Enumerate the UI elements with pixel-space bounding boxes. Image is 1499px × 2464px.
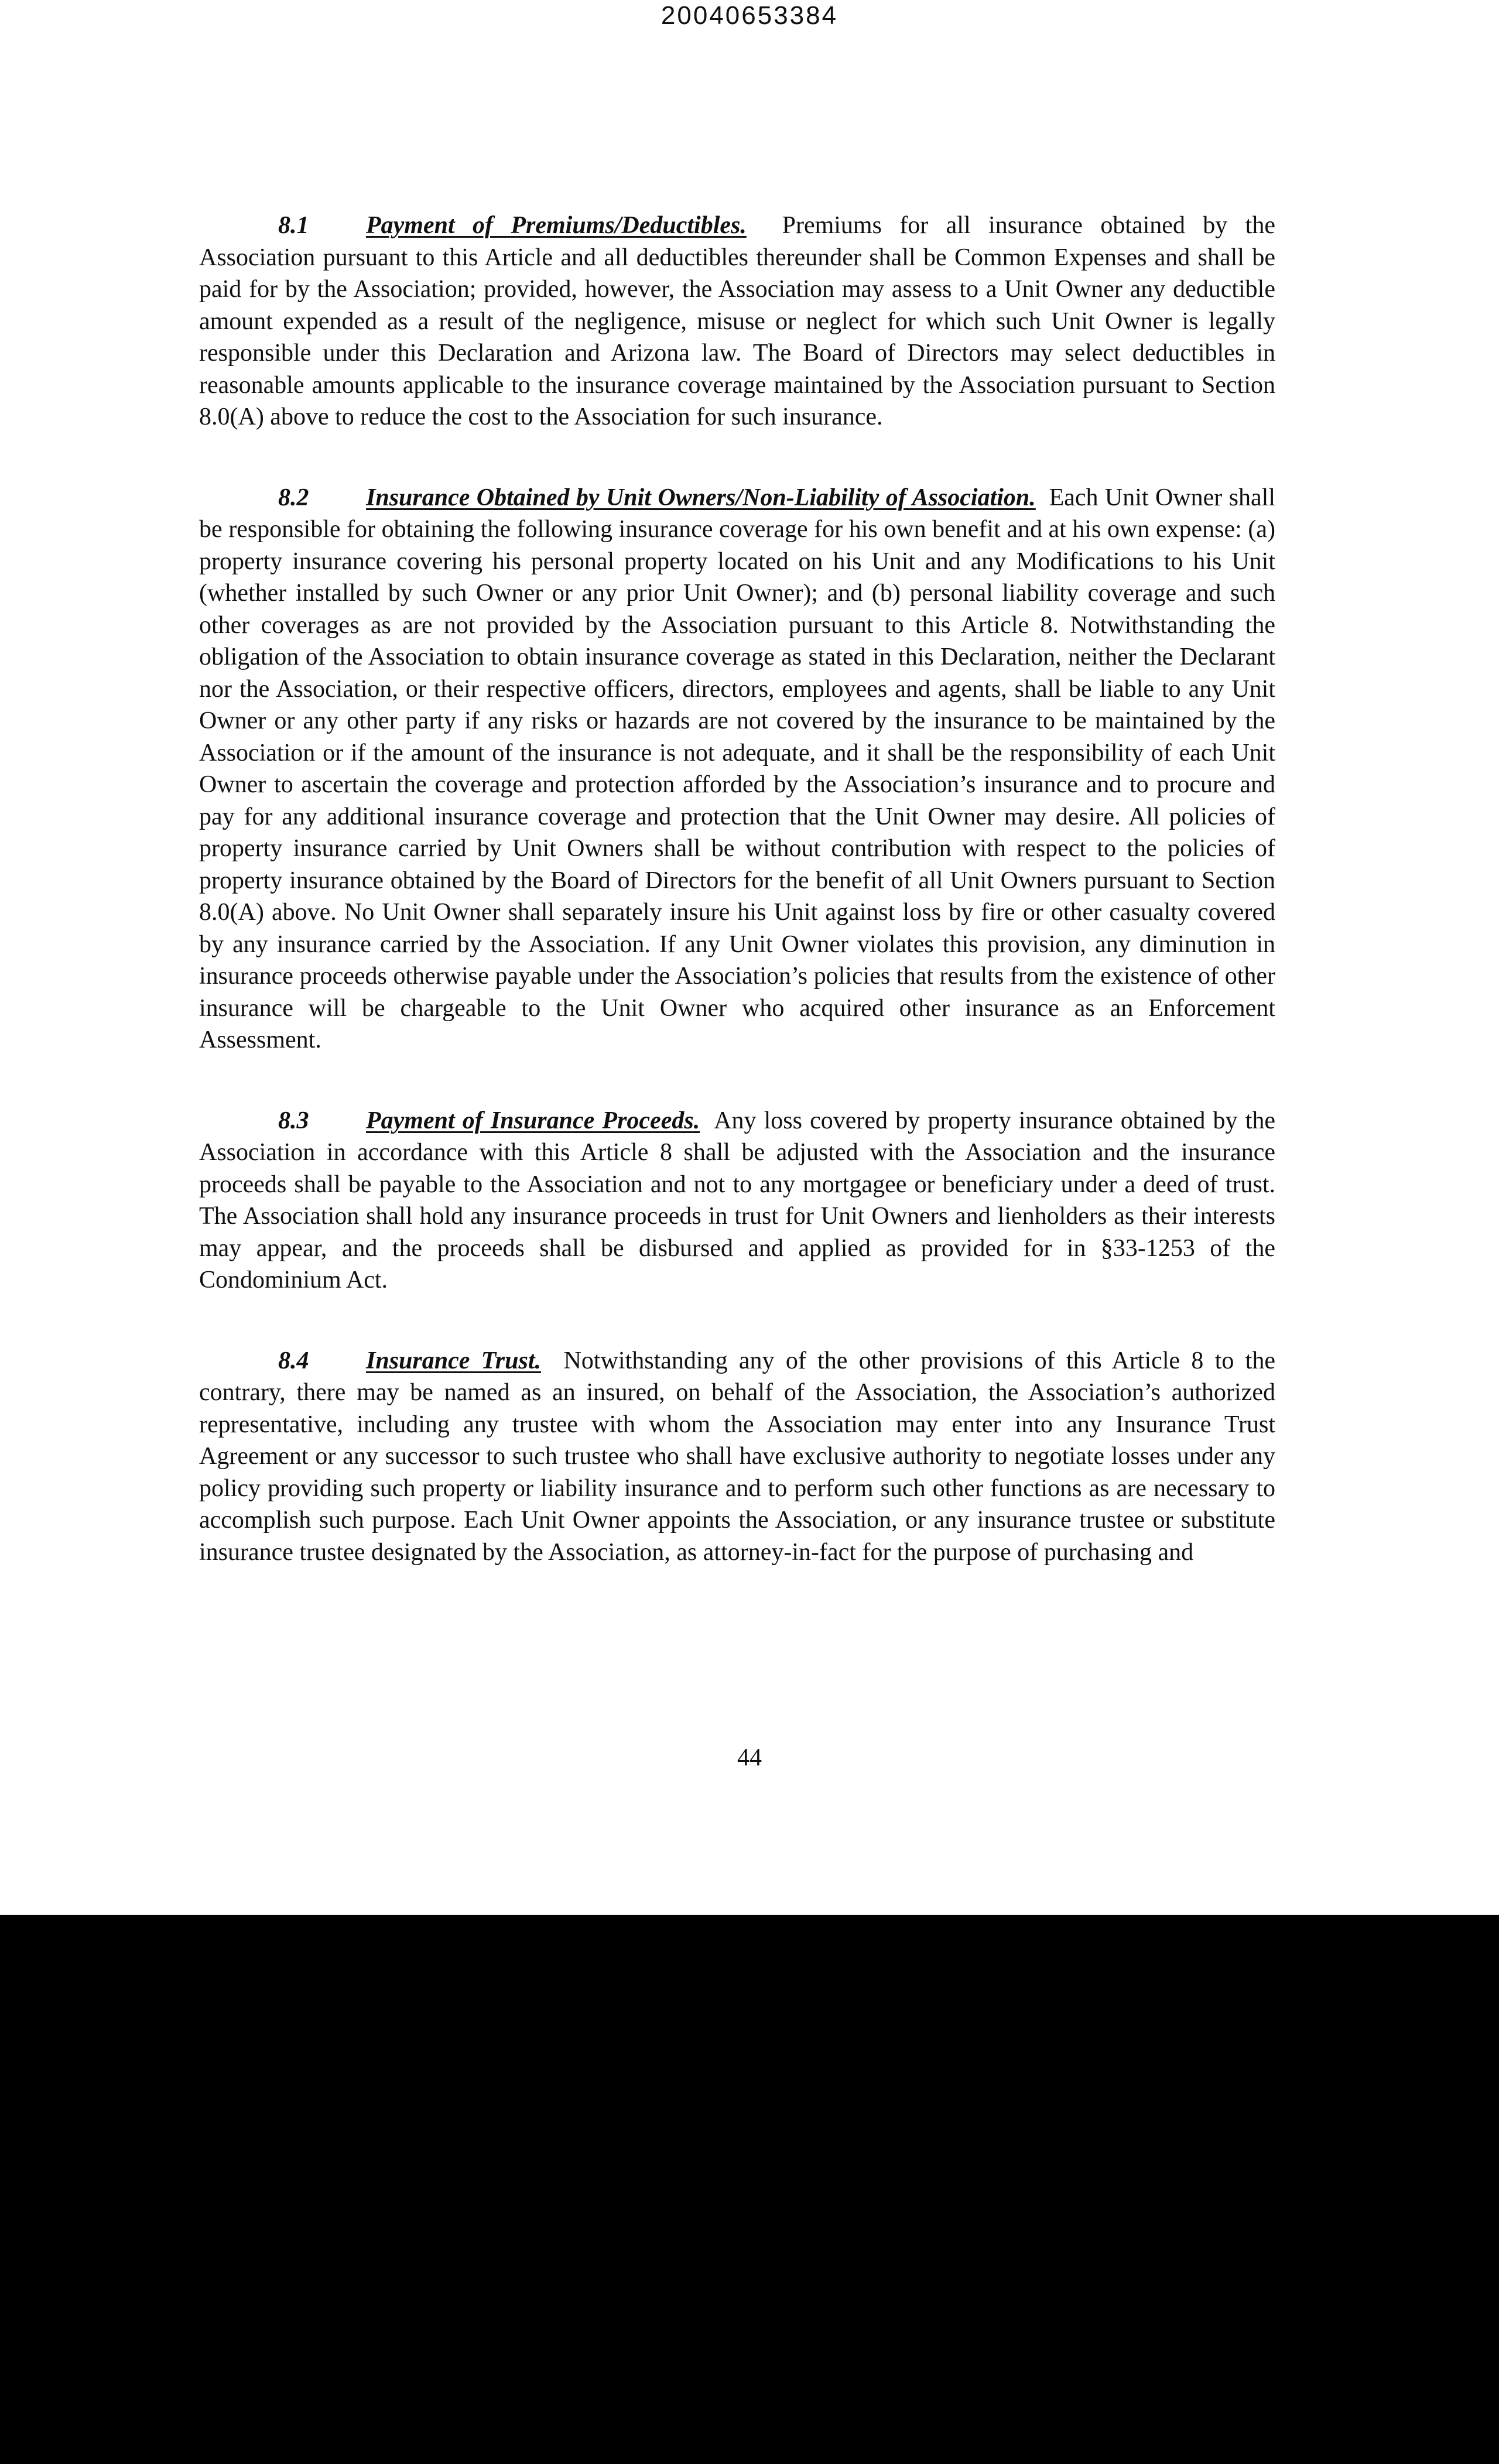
- page-number: 44: [737, 1744, 762, 1771]
- section-title: Insurance Trust.: [366, 1347, 541, 1374]
- section-number: 8.2: [278, 484, 309, 511]
- section-text: Notwithstanding any of the other provisions of this Article 8 to the contrary, there may be named as an insured, on behalf of the Association, the Association’s authorized representative, including any trustee with whom the Association may enter into any Insurance Trust Agreement or any successor to such trustee who shall have exclusive authority to negotiate losses under any policy providing such property or liability insurance and to perform such other functions as are necessary to accomplish such purpose. Each Unit Owner appoints the Association, or any insurance trustee or substitute insurance trustee designated by the Association, as attorney-in-fact for the purpose of purchasing and: [199, 1347, 1275, 1566]
- section-8-1: [199, 210, 1275, 433]
- section-title: Payment of Premiums/Deductibles.: [366, 212, 747, 239]
- section-8-3: [199, 1105, 1275, 1296]
- section-text: Premiums for all insurance obtained by the Association pursuant to this Article and all deductibles thereunder shall be Common Expenses and shall be paid for by the Association; provided, however, the Association may assess to a Unit Owner any deductible amount expended as a result of the negligence, misuse or neglect for which such Unit Owner is legally responsible under this Declaration and Arizona law. The Board of Directors may select deductibles in reasonable amounts applicable to the insurance coverage maintained by the Association pursuant to Section 8.0(A) above to reduce the cost to the Association for such insurance.: [199, 212, 1275, 430]
- document-number: 20040653384: [660, 1, 839, 30]
- section-title: Insurance Obtained by Unit Owners/Non-Liability of Association.: [366, 484, 1036, 511]
- section-title: Payment of Insurance Proceeds.: [366, 1107, 700, 1134]
- section-8-2: [199, 482, 1275, 1056]
- document-body: [199, 210, 1275, 1617]
- section-number: 8.4: [278, 1347, 309, 1374]
- section-number: 8.3: [278, 1107, 309, 1134]
- scan-black-border: [0, 1915, 1499, 2464]
- section-number: 8.1: [278, 212, 309, 239]
- section-text: Each Unit Owner shall be responsible for obtaining the following insurance coverage for his own benefit and at his own expense: (a) property insurance covering his personal property located on his Unit and any Modifications to his Unit (whether installed by such Owner or any prior Unit Owner); and (b) personal liability coverage and such other coverages as are not provided by the Association pursuant to this Article 8. Notwithstanding the obligation of the Association to obtain insurance coverage as stated in this Declaration, neither the Declarant nor the Association, or their respective officers, directors, employees and agents, shall be liable to any Unit Owner or any other party if any risks or hazards are not covered by the insurance to be maintained by the Association or if the amount of the insurance is not adequate, and it shall be the responsibility of each Unit Owner to ascertain the coverage and protection afforded by the Association’s insurance and to procure and pay for any additional insurance coverage and protection that the Unit Owner may desire. All policies of property insurance carried by Unit Owners shall be without contribution with respect to the policies of property insurance obtained by the Board of Directors for the benefit of all Unit Owners pursuant to Section 8.0(A) above. No Unit Owner shall separately insure his Unit against loss by fire or other casualty covered by any insurance carried by the Association. If any Unit Owner violates this provision, any diminution in insurance proceeds otherwise payable under the Association’s policies that results from the existence of other insurance will be chargeable to the Unit Owner who acquired other insurance as an Enforcement Assessment.: [199, 484, 1275, 1053]
- section-text: Any loss covered by property insurance obtained by the Association in accordance with this Article 8 shall be adjusted with the Association and the insurance proceeds shall be payable to the Association and not to any mortgagee or beneficiary under a deed of trust. The Association shall hold any insurance proceeds in trust for Unit Owners and lienholders as their interests may appear, and the proceeds shall be disbursed and applied as provided for in §33-1253 of the Condominium Act.: [199, 1107, 1275, 1293]
- section-8-4: [199, 1345, 1275, 1569]
